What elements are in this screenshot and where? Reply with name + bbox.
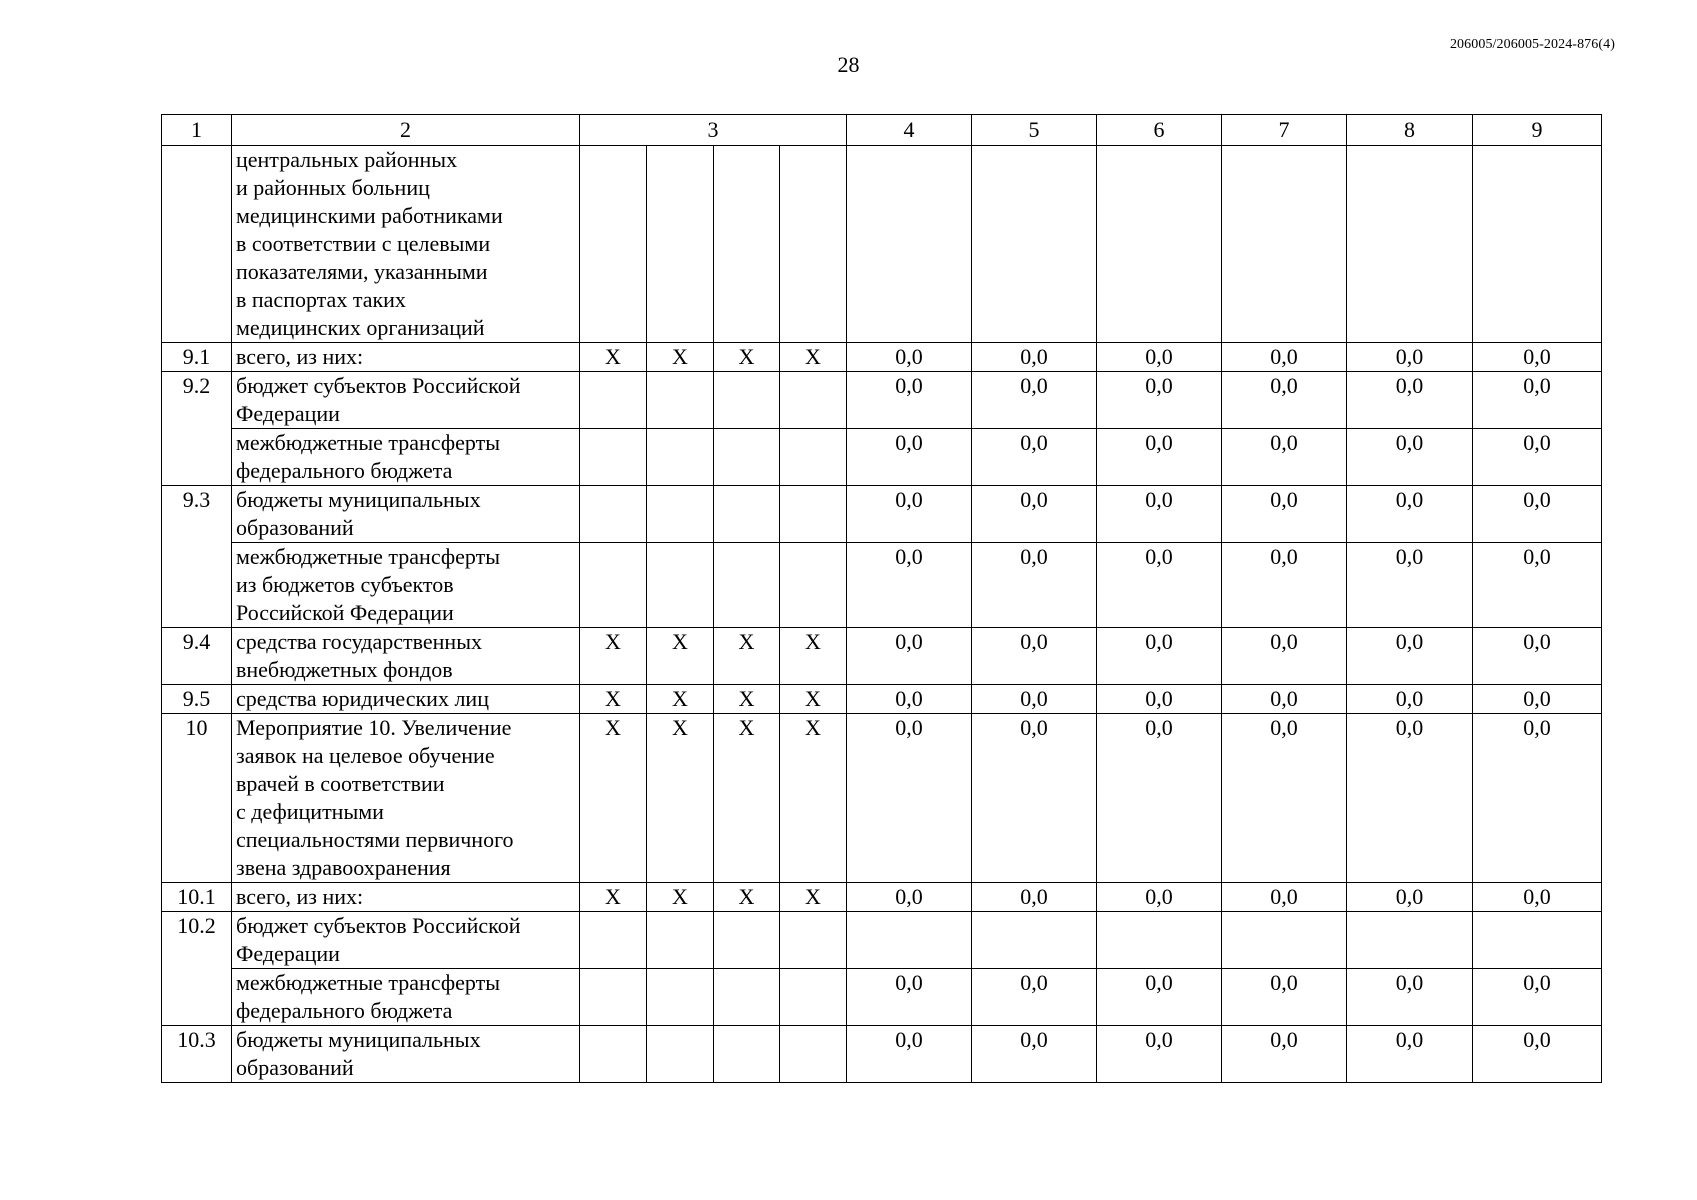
mark-cell (647, 543, 714, 628)
row-description (232, 912, 580, 969)
value-cell: 0,0 (1473, 543, 1602, 628)
value-cell: 0,0 (1222, 543, 1347, 628)
description-line: Мероприятие 10. Увеличение (236, 715, 512, 740)
value-cell: 0,0 (1347, 628, 1473, 685)
column-header: 2 (232, 115, 580, 146)
value-cell: 0,0 (847, 628, 972, 685)
row-description (232, 429, 580, 486)
row-description (232, 372, 580, 429)
row-description (232, 543, 580, 628)
mark-cell (647, 912, 714, 969)
mark-cell: X (780, 714, 847, 883)
description-line: средства юридических лиц (236, 686, 489, 711)
value-cell: 0,0 (1097, 486, 1222, 543)
description-line: Федерации (236, 401, 340, 426)
mark-cell: X (580, 714, 647, 883)
row-number: 9.3 (162, 486, 232, 628)
value-cell: 0,0 (1347, 714, 1473, 883)
description-line: Российской Федерации (236, 600, 454, 625)
value-cell: 0,0 (1222, 969, 1347, 1026)
value-cell: 0,0 (847, 543, 972, 628)
mark-cell (647, 969, 714, 1026)
column-header: 5 (972, 115, 1097, 146)
mark-cell: X (580, 883, 647, 912)
column-header: 1 (162, 115, 232, 146)
value-cell: 0,0 (1347, 1026, 1473, 1083)
value-cell (1347, 912, 1473, 969)
row-number: 9.1 (162, 343, 232, 372)
value-cell: 0,0 (1097, 543, 1222, 628)
description-line: медицинских организаций (236, 315, 485, 340)
mark-cell: X (714, 714, 780, 883)
mark-cell: X (780, 883, 847, 912)
value-cell: 0,0 (1097, 1026, 1222, 1083)
value-cell: 0,0 (1222, 486, 1347, 543)
row-number: 9.2 (162, 372, 232, 486)
description-line: межбюджетные трансферты (236, 544, 500, 569)
column-header: 7 (1222, 115, 1347, 146)
description-line: бюджеты муниципальных (236, 487, 481, 512)
value-cell (972, 912, 1097, 969)
mark-cell: X (580, 343, 647, 372)
row-number: 10.2 (162, 912, 232, 1026)
description-line: бюджеты муниципальных (236, 1027, 481, 1052)
table-header-row (162, 115, 1602, 146)
value-cell: 0,0 (972, 714, 1097, 883)
row-number: 9.5 (162, 685, 232, 714)
value-cell: 0,0 (1473, 1026, 1602, 1083)
description-line: звена здравоохранения (236, 855, 451, 880)
mark-cell (647, 1026, 714, 1083)
row-number (162, 146, 232, 343)
column-header: 8 (1347, 115, 1473, 146)
description-line: Федерации (236, 941, 340, 966)
value-cell: 0,0 (972, 685, 1097, 714)
value-cell: 0,0 (1097, 628, 1222, 685)
mark-cell (580, 372, 647, 429)
table-row (162, 543, 1602, 628)
description-line: заявок на целевое обучение (236, 743, 495, 768)
value-cell: 0,0 (972, 883, 1097, 912)
description-line: в соответствии с целевыми (236, 231, 491, 256)
mark-cell (714, 1026, 780, 1083)
value-cell: 0,0 (1097, 969, 1222, 1026)
mark-cell (780, 146, 847, 343)
value-cell (1473, 146, 1602, 343)
budget-table (161, 114, 1602, 1083)
row-description (232, 714, 580, 883)
row-number: 9.4 (162, 628, 232, 685)
column-header: 6 (1097, 115, 1222, 146)
mark-cell: X (647, 343, 714, 372)
value-cell: 0,0 (1347, 486, 1473, 543)
value-cell (847, 912, 972, 969)
value-cell: 0,0 (1222, 714, 1347, 883)
table-row (162, 685, 1602, 714)
mark-cell (780, 969, 847, 1026)
mark-cell (714, 429, 780, 486)
description-line: межбюджетные трансферты (236, 970, 500, 995)
description-line: в паспортах таких (236, 287, 406, 312)
value-cell: 0,0 (1222, 883, 1347, 912)
value-cell: 0,0 (1473, 486, 1602, 543)
value-cell: 0,0 (972, 628, 1097, 685)
value-cell: 0,0 (1222, 343, 1347, 372)
table-row (162, 912, 1602, 969)
mark-cell (780, 372, 847, 429)
value-cell (1222, 146, 1347, 343)
table-row (162, 429, 1602, 486)
description-line: межбюджетные трансферты (236, 430, 500, 455)
description-line: внебюджетных фондов (236, 657, 453, 682)
mark-cell (714, 969, 780, 1026)
value-cell: 0,0 (972, 1026, 1097, 1083)
mark-cell (580, 969, 647, 1026)
mark-cell (580, 429, 647, 486)
mark-cell: X (580, 628, 647, 685)
row-description (232, 969, 580, 1026)
value-cell: 0,0 (1473, 714, 1602, 883)
value-cell: 0,0 (1347, 429, 1473, 486)
row-description (232, 1026, 580, 1083)
table-row (162, 486, 1602, 543)
value-cell: 0,0 (1473, 343, 1602, 372)
row-description (232, 486, 580, 543)
mark-cell (714, 372, 780, 429)
mark-cell: X (714, 685, 780, 714)
mark-cell (780, 912, 847, 969)
mark-cell (714, 486, 780, 543)
mark-cell: X (714, 883, 780, 912)
description-line: средства государственных (236, 629, 482, 654)
value-cell: 0,0 (1347, 343, 1473, 372)
column-header: 4 (847, 115, 972, 146)
table-row (162, 628, 1602, 685)
mark-cell (780, 429, 847, 486)
value-cell: 0,0 (847, 429, 972, 486)
value-cell: 0,0 (1347, 969, 1473, 1026)
mark-cell (647, 146, 714, 343)
mark-cell: X (580, 685, 647, 714)
value-cell: 0,0 (1347, 543, 1473, 628)
row-number: 10.3 (162, 1026, 232, 1083)
value-cell: 0,0 (1222, 1026, 1347, 1083)
value-cell: 0,0 (1097, 343, 1222, 372)
description-line: из бюджетов субъектов (236, 572, 454, 597)
description-line: с дефицитными (236, 799, 384, 824)
value-cell (847, 146, 972, 343)
row-number: 10.1 (162, 883, 232, 912)
mark-cell (647, 372, 714, 429)
value-cell: 0,0 (1347, 372, 1473, 429)
value-cell: 0,0 (847, 714, 972, 883)
value-cell: 0,0 (1222, 372, 1347, 429)
value-cell (1097, 146, 1222, 343)
table-row (162, 343, 1602, 372)
column-header: 9 (1473, 115, 1602, 146)
description-line: образований (236, 1055, 354, 1080)
mark-cell (780, 543, 847, 628)
mark-cell: X (714, 343, 780, 372)
value-cell: 0,0 (1097, 714, 1222, 883)
value-cell: 0,0 (1473, 969, 1602, 1026)
mark-cell (580, 146, 647, 343)
row-description (232, 146, 580, 343)
mark-cell (580, 543, 647, 628)
value-cell: 0,0 (972, 343, 1097, 372)
mark-cell (714, 912, 780, 969)
row-number: 10 (162, 714, 232, 883)
mark-cell (580, 1026, 647, 1083)
value-cell: 0,0 (847, 969, 972, 1026)
description-line: образований (236, 515, 354, 540)
value-cell: 0,0 (1473, 429, 1602, 486)
mark-cell (780, 486, 847, 543)
description-line: федерального бюджета (236, 458, 453, 483)
table-row (162, 969, 1602, 1026)
value-cell: 0,0 (1222, 429, 1347, 486)
mark-cell (714, 543, 780, 628)
table-body (162, 146, 1602, 1083)
row-description (232, 883, 580, 912)
description-line: всего, из них: (236, 344, 364, 369)
mark-cell (647, 486, 714, 543)
value-cell: 0,0 (1347, 685, 1473, 714)
description-line: и районных больниц (236, 175, 430, 200)
mark-cell: X (647, 628, 714, 685)
table-row (162, 1026, 1602, 1083)
mark-cell (580, 486, 647, 543)
description-line: бюджет субъектов Российской (236, 373, 521, 398)
mark-cell (647, 429, 714, 486)
value-cell: 0,0 (1222, 628, 1347, 685)
description-line: показателями, указанными (236, 259, 488, 284)
table-row (162, 883, 1602, 912)
mark-cell (780, 1026, 847, 1083)
value-cell: 0,0 (1097, 372, 1222, 429)
value-cell: 0,0 (847, 486, 972, 543)
value-cell: 0,0 (1222, 685, 1347, 714)
mark-cell (580, 912, 647, 969)
value-cell: 0,0 (972, 543, 1097, 628)
mark-cell: X (780, 685, 847, 714)
page-number: 28 (837, 52, 860, 77)
description-line: бюджет субъектов Российской (236, 913, 521, 938)
mark-cell: X (714, 628, 780, 685)
value-cell: 0,0 (847, 343, 972, 372)
row-description (232, 343, 580, 372)
value-cell (972, 146, 1097, 343)
mark-cell (714, 146, 780, 343)
value-cell: 0,0 (972, 429, 1097, 486)
column-header: 3 (580, 115, 847, 146)
value-cell: 0,0 (1473, 372, 1602, 429)
description-line: медицинскими работниками (236, 203, 503, 228)
mark-cell: X (647, 685, 714, 714)
description-line: врачей в соответствии (236, 771, 445, 796)
value-cell: 0,0 (1097, 883, 1222, 912)
description-line: специальностями первичного (236, 827, 514, 852)
value-cell (1097, 912, 1222, 969)
value-cell: 0,0 (972, 969, 1097, 1026)
value-cell: 0,0 (972, 372, 1097, 429)
table-row (162, 146, 1602, 343)
description-line: центральных районных (236, 147, 458, 172)
value-cell: 0,0 (1473, 883, 1602, 912)
value-cell (1222, 912, 1347, 969)
value-cell: 0,0 (847, 685, 972, 714)
value-cell: 0,0 (1473, 628, 1602, 685)
mark-cell: X (647, 714, 714, 883)
description-line: федерального бюджета (236, 998, 453, 1023)
mark-cell: X (780, 343, 847, 372)
mark-cell: X (780, 628, 847, 685)
row-description (232, 685, 580, 714)
value-cell: 0,0 (1473, 685, 1602, 714)
row-description (232, 628, 580, 685)
value-cell: 0,0 (1347, 883, 1473, 912)
table-row (162, 372, 1602, 429)
value-cell: 0,0 (847, 883, 972, 912)
value-cell (1473, 912, 1602, 969)
value-cell: 0,0 (1097, 429, 1222, 486)
value-cell: 0,0 (847, 372, 972, 429)
value-cell: 0,0 (1097, 685, 1222, 714)
value-cell: 0,0 (847, 1026, 972, 1083)
value-cell (1347, 146, 1473, 343)
table-row (162, 714, 1602, 883)
description-line: всего, из них: (236, 884, 364, 909)
document-id: 206005/206005-2024-876(4) (1449, 37, 1615, 52)
mark-cell: X (647, 883, 714, 912)
value-cell: 0,0 (972, 486, 1097, 543)
